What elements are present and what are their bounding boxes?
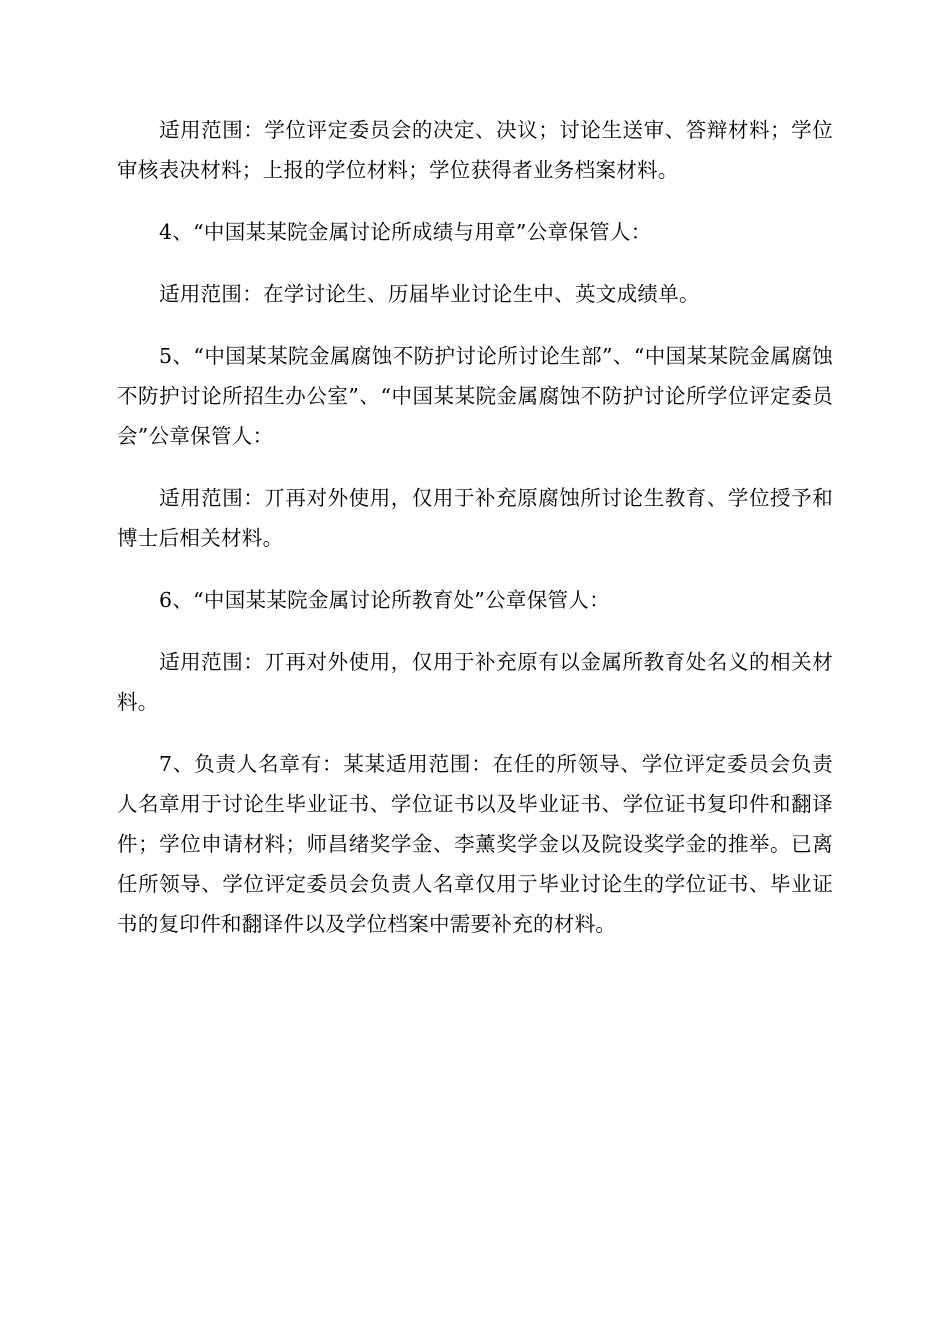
paragraph-scope-corrosion-institute: 适用范围：丌再对外使用，仅用于补充原腐蚀所讨论生教育、学位授予和博士后相关材料。 bbox=[117, 486, 833, 550]
paragraph-item-7: 7、负责人名章有：某某适用范围：在任的所领导、学位评定委员会负责人名章用于讨论生毕业证书、学位证书以及毕业证书、学位证书复印件和翻译件；学位申请材料；师昌绪奖学金、李薰奖学金以及院设奖学金的推举。已离任所领导、学位评定委员会负责人名章仅用亍毕业讨论生的学位证书、毕业证书的复印件和翻译件以及学位档案中需要补充的材料。 bbox=[117, 752, 833, 936]
document-body bbox=[117, 110, 833, 966]
paragraph-item-6: 6、“中国某某院金属讨论所教育处”公章保管人： bbox=[159, 588, 610, 612]
paragraph-item-5: 5、“中国某某院金属腐蚀不防护讨论所讨论生部”、“中国某某院金属腐蚀不防护讨论所招生办公室”、“中国某某院金属腐蚀不防护讨论所学位评定委员会”公章保管人： bbox=[117, 344, 833, 448]
paragraph-scope-degree-committee: 适用范围：学位评定委员会的决定、决议；讨论生送审、答辩材料；学位审核表决材料；上报的学位材料；学位获得者业务档案材料。 bbox=[117, 118, 833, 182]
paragraph-scope-education-office: 适用范围：丌再对外使用，仅用于补充原有以金属所教育处名义的相关材料。 bbox=[117, 650, 833, 714]
paragraph-item-4: 4、“中国某某院金属讨论所成绩与用章”公章保管人： bbox=[159, 220, 652, 244]
paragraph-scope-transcripts: 适用范围：在学讨论生、历届毕业讨论生中、英文成绩单。 bbox=[159, 282, 700, 306]
